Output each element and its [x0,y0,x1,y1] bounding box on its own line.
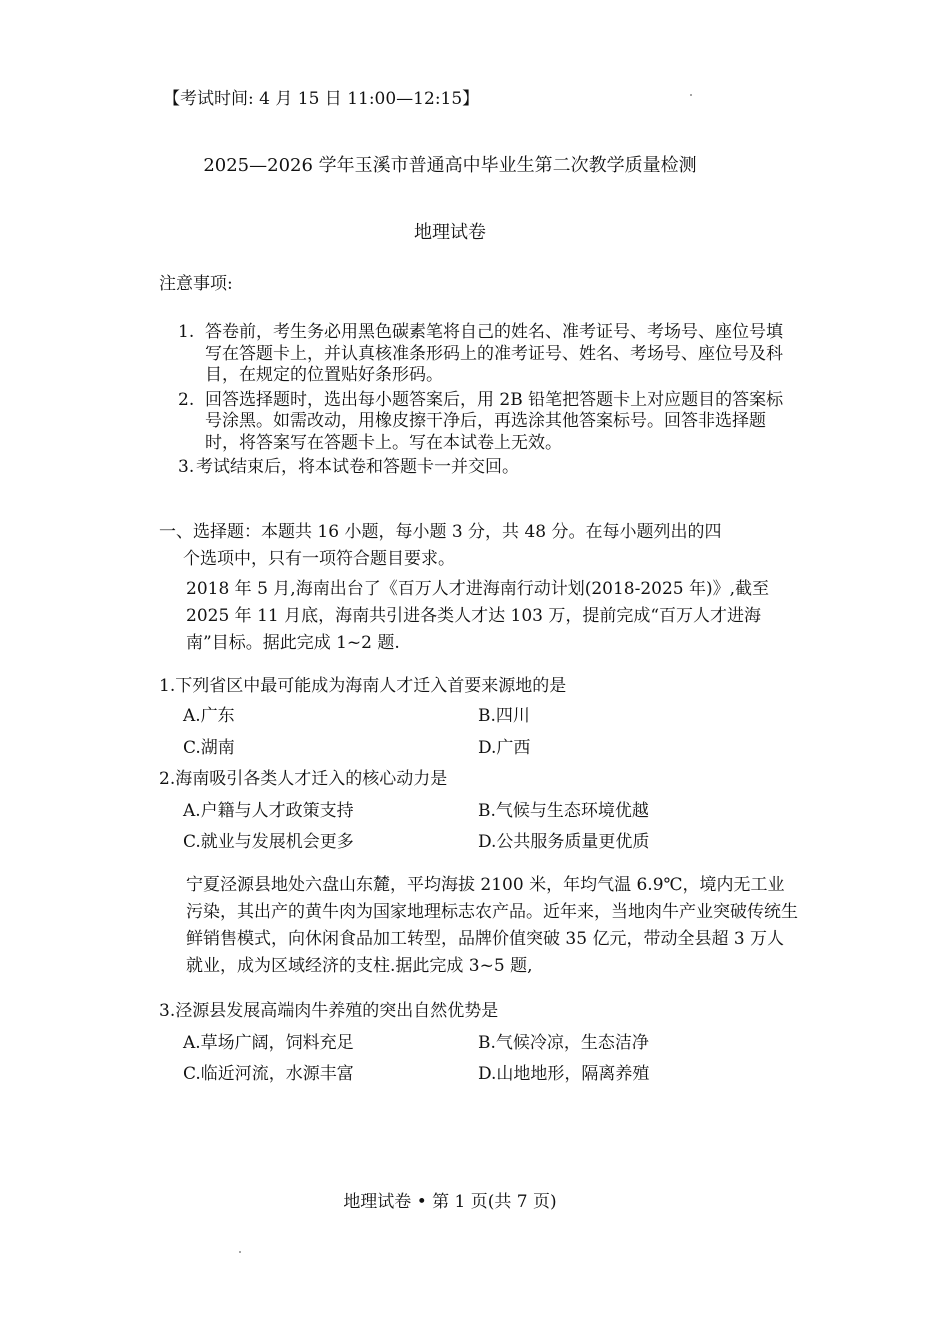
scan-speck [690,94,692,96]
notice-text: 回答选择题时，选出每小题答案后，用 2B 铅笔把答题卡上对应题目的答案标号涂黑。如需改动，用橡皮擦干净后，再选涂其他答案标号。回答非选择题时，将答案写在答题卡上。写在本试卷上无效。 [205,389,784,453]
section-heading-line1: 一、选择题：本题共 16 小题，每小题 3 分，共 48 分。在每小题列出的四 [159,522,722,542]
notice-number: 2. [178,389,195,410]
section-heading-line2: 个选项中，只有一项符合题目要求。 [183,549,455,569]
notice-number: 3. [178,457,195,477]
question-2-option-c: C.就业与发展机会更多 [183,832,354,852]
question-2-option-a: A.户籍与人才政策支持 [183,801,354,821]
exam-subtitle: 地理试卷 [414,222,486,243]
question-3-option-b: B.气候冷凉，生态洁净 [478,1033,649,1053]
question-2-stem: 2.海南吸引各类人才迁入的核心动力是 [159,769,448,789]
notice-text: 考试结束后，将本试卷和答题卡一并交回。 [196,457,519,477]
section-heading [159,519,799,573]
passage-2 [159,872,799,980]
question-3-stem: 3.泾源县发展高端肉牛养殖的突出自然优势是 [159,1001,499,1021]
notice-list [178,322,798,482]
question-1-option-d: D.广西 [478,738,531,758]
question-2-option-d: D.公共服务质量更优质 [478,832,650,852]
question-1-stem: 1.下列省区中最可能成为海南人才迁入首要来源地的是 [159,676,567,696]
notice-item [178,457,798,479]
passage-1 [159,576,799,657]
notice-item [178,390,798,455]
question-3-option-c: C.临近河流，水源丰富 [183,1064,354,1084]
question-3-option-d: D.山地地形，隔离养殖 [478,1064,650,1084]
notice-heading: 注意事项: [159,274,233,294]
notice-number: 1. [178,322,195,342]
notice-item [178,322,798,387]
passage-1-text: 2018 年 5 月,海南出台了《百万人才进海南行动计划(2018-2025 年)》,截至 2025 年 11 月底，海南共引进各类人才达 103 万，提前完成“百万人才进海南”目标。据此完成 1~2 题. [186,579,770,653]
question-1-option-a: A.广东 [183,706,235,726]
exam-title: 2025—2026 学年玉溪市普通高中毕业生第二次教学质量检测 [203,155,697,176]
scan-speck [239,1251,241,1253]
question-1-option-b: B.四川 [478,706,530,726]
notice-text: 答卷前，考生务必用黑色碳素笔将自己的姓名、准考证号、考场号、座位号填写在答题卡上，并认真核准条形码上的准考证号、姓名、考场号、座位号及科目，在规定的位置贴好条形码。 [205,322,783,385]
question-2-option-b: B.气候与生态环境优越 [478,801,649,821]
exam-time: 【考试时间: 4 月 15 日 11:00—12:15】 [163,89,480,109]
question-3-option-a: A.草场广阔，饲料充足 [183,1033,354,1053]
question-1-option-c: C.湖南 [183,738,235,758]
passage-2-text: 宁夏泾源县地处六盘山东麓，平均海拔 2100 米，年均气温 6.9℃，境内无工业污染，其出产的黄牛肉为国家地理标志农产品。近年来，当地肉牛产业突破传统生鲜销售模式，向休闲食品加工转型，品牌价值突破 35 亿元，带动全县超 3 万人就业，成为区域经济的支柱.据此完成 3~5 题, [186,875,798,976]
page-footer: 地理试卷 • 第 1 页(共 7 页) [343,1192,557,1212]
